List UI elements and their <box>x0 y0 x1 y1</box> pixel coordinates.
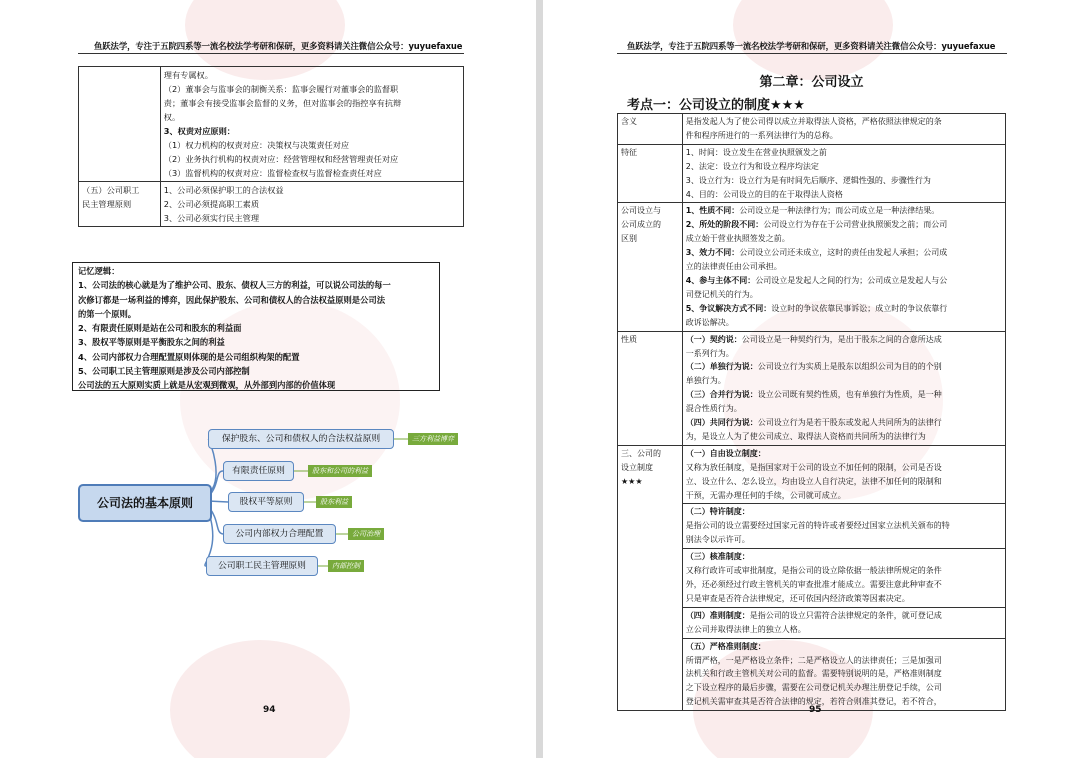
text-run: 登记机关需审查其是否符合法律的规定，若符合则准其登记，若不符合， <box>685 697 942 707</box>
row-content-cell <box>682 114 1005 145</box>
right-page <box>543 0 1080 758</box>
text-run: 为，是设立人为了使公司成立、取得法人资格而共同所为的法律行为 <box>685 431 926 441</box>
row-label: 公司成立的 <box>621 220 661 230</box>
content-line <box>686 489 1002 503</box>
content-line <box>686 160 1002 174</box>
text-run: 3、设立行为：设立行为是有时间先后顺序、逻辑性强的、步骤性行为 <box>685 175 931 185</box>
content-line <box>686 333 1002 347</box>
mindmap-branch-4: 公司内部权力合理配置 <box>223 524 336 544</box>
content-line <box>686 402 1002 416</box>
text-run: 一系列行为。 <box>685 348 734 358</box>
content-line: 理有专属权。 <box>163 70 213 80</box>
content-line <box>686 146 1002 160</box>
bold-text: 2、所处的阶段不同： <box>685 220 764 230</box>
content-line <box>686 640 1002 654</box>
mindmap-tag-1: 三方利益博弈 <box>408 433 458 445</box>
memory-logic-line: 的第一个原则。 <box>78 308 137 319</box>
text-run: 又称行政许可或审批制度，是指公司的设立除依据一般法律所规定的条件 <box>685 566 942 576</box>
bold-text: （四）共同行为说： <box>685 418 758 428</box>
content-line <box>686 564 1002 578</box>
mindmap-branch-3: 股权平等原则 <box>228 492 304 512</box>
chapter-title: 第二章：公司设立 <box>759 75 864 90</box>
content-line <box>686 681 1002 695</box>
content-line <box>686 174 1002 188</box>
content-line <box>686 374 1002 388</box>
row-content-cell <box>682 638 1005 711</box>
bold-text: （五）严格准则制度： <box>685 641 766 651</box>
table-row <box>618 144 1006 203</box>
table-row <box>618 114 1006 145</box>
row-content-cell <box>682 607 1005 638</box>
memory-logic-line: 1、公司法的核心就是为了维护公司、股东、债权人三方的利益，可以说公司法的每一 <box>78 280 391 291</box>
content-line <box>686 592 1002 606</box>
text-run: 单独行为。 <box>685 376 726 386</box>
row-label-cell <box>618 203 683 331</box>
text-run: 公司设立行为是若干股东或发起人共同所为的法律行 <box>757 418 942 428</box>
content-line: （3）监督机构的权责对应：监督检查权与监督检查责任对应 <box>163 168 382 178</box>
text-run: 是指发起人为了使公司得以成立并取得法人资格，严格依照法律规定的条 <box>685 117 942 126</box>
content-line: 权。 <box>163 112 181 122</box>
page-number: 95 <box>809 705 822 715</box>
table-row <box>618 203 1006 331</box>
row-content-cell <box>682 504 1005 549</box>
memory-logic-line: 公司法的五大原则实质上就是从宏观到微观，从外部到内部的价值体现 <box>78 380 336 391</box>
bold-text: （三）合并行为说： <box>685 390 758 400</box>
text-run: 设立公司既有契约性质，也有单独行为性质，是一种 <box>757 390 942 400</box>
content-line <box>686 246 1002 260</box>
mindmap-tag-4: 公司治理 <box>348 528 384 540</box>
content-line <box>686 316 1002 330</box>
content-line <box>686 188 1002 202</box>
content-line <box>686 430 1002 444</box>
page-header: 鱼跃法学，专注于五院四系等一流名校法学考研和保研，更多资料请关注微信公众号：yuyuefaxue <box>627 41 996 51</box>
bold-text: （一）契约说： <box>685 334 742 344</box>
bold-text: （一）自由设立制度： <box>685 448 766 458</box>
content-line: （1）权力机构的权责对应：决策权与决策责任对应 <box>163 140 350 150</box>
bold-text: 3、效力不同： <box>685 248 740 258</box>
mindmap-branch-5: 公司职工民主管理原则 <box>206 556 318 576</box>
mindmap-tag-2: 股东和公司的利益 <box>308 465 372 477</box>
text-run: 设立时的争议依靠民事诉讼；成立时的争议依靠行 <box>771 303 948 313</box>
content-line <box>686 461 1002 475</box>
row-label: （五）公司职工 <box>82 185 140 195</box>
row-content-cell <box>682 203 1005 331</box>
content-line <box>686 505 1002 519</box>
row-label: 设立制度 <box>621 462 653 472</box>
text-run: 公司设立是发起人之间的行为；公司成立是发起人与公 <box>755 275 948 285</box>
bold-text: （二）特许制度： <box>685 507 750 517</box>
bold-text: 5、争议解决方式不同： <box>685 303 772 313</box>
content-line <box>686 129 1002 143</box>
content-line <box>686 388 1002 402</box>
row-label-cell <box>618 445 683 710</box>
text-run: 公司设立行为存在于公司营业执照颁发之前；而公司 <box>763 220 948 230</box>
content-line: 3、公司必须实行民主管理 <box>163 213 260 223</box>
text-run: 立的法律责任由公司承担。 <box>685 262 782 272</box>
row-content-cell <box>682 445 1005 504</box>
row-label-cell <box>618 331 683 445</box>
content-line <box>686 533 1002 547</box>
bold-text: （四）准则制度： <box>685 610 750 620</box>
row-label: 区别 <box>621 234 637 244</box>
content-line <box>686 623 1002 637</box>
text-run: 别法令以示许可。 <box>685 535 750 545</box>
content-line: 3、权责对应原则： <box>163 126 235 136</box>
content-line <box>686 260 1002 274</box>
mindmap-tag-3: 股东利益 <box>316 496 352 508</box>
page-header: 鱼跃法学，专注于五院四系等一流名校法学考研和保研，更多资料请关注微信公众号：yuyuefaxue <box>94 41 463 51</box>
text-run: 立、设立什么、怎么设立，均由设立人自行决定，法律不加任何的限制和 <box>685 476 942 486</box>
text-run: 司登记机关的行为。 <box>685 289 758 299</box>
mindmap-branch-1: 保护股东、公司和债权人的合法权益原则 <box>208 429 394 449</box>
content-line <box>686 654 1002 668</box>
text-run: 立公司并取得法律上的独立人格。 <box>685 624 806 634</box>
content-line <box>686 416 1002 430</box>
row-content-cell <box>682 331 1005 445</box>
content-line <box>686 288 1002 302</box>
content-line <box>686 218 1002 232</box>
text-run: 公司设立公司还未成立，这时的责任由发起人承担；公司成 <box>739 248 948 258</box>
text-run: 是指公司的设立需要经过国家元首的特许或者要经过国家立法机关颁布的特 <box>685 521 950 531</box>
company-establishment-table <box>617 113 1006 711</box>
memory-logic-line: 5、公司职工民主管理原则是涉及公司内部控制 <box>78 366 250 377</box>
text-run: 成立始于营业执照签发之前。 <box>685 234 790 244</box>
text-run: 又称为放任制度，是指国家对于公司的设立不加任何的限制，公司是否设 <box>685 462 942 472</box>
text-run: 公司设立是一种契约行为，是出于股东之间的合意所达成 <box>741 334 942 344</box>
text-run: 政诉讼解决。 <box>685 317 734 327</box>
row-label: 性质 <box>621 334 637 344</box>
content-line <box>686 232 1002 246</box>
text-run: 公司设立行为实质上是股东以组织公司为目的的个别 <box>757 362 942 372</box>
text-run: 所谓严格，一是严格设立条件；二是严格设立人的法律责任；三是加强司 <box>685 655 942 665</box>
text-run: 外，还必须经过行政主管机关的审查批准才能成立。需要注意此种审查不 <box>685 580 942 589</box>
text-run: 之下设立程序的最后步骤，需要在公司登记机关办理注册登记手续，公司 <box>685 683 942 693</box>
mindmap <box>0 0 536 758</box>
content-line: （2）董事会与监事会的制衡关系：监事会履行对董事会的监督职 <box>163 84 399 94</box>
key-point-title: 考点一：公司设立的制度★★★ <box>627 98 805 113</box>
content-line <box>686 519 1002 533</box>
bold-text: 1、性质不同： <box>685 206 740 216</box>
content-line <box>686 274 1002 288</box>
bold-text: 4、参与主体不同： <box>685 275 756 285</box>
content-line <box>686 115 1002 129</box>
content-line <box>686 667 1002 681</box>
row-label: 三、公司的 <box>621 448 661 458</box>
mindmap-tag-5: 内部控制 <box>328 560 364 572</box>
content-line: 责；董事会有接受监事会监督的义务，但对监事会的指控享有抗辩 <box>163 98 402 108</box>
page-number: 94 <box>263 705 276 715</box>
text-run: 2、法定：设立行为和设立程序均法定 <box>685 161 819 171</box>
content-line: （2）业务执行机构的权责对应：经营管理权和经营管理责任对应 <box>163 154 399 164</box>
text-run: 是指公司的设立只需符合法律规定的条件，就可登记成 <box>749 610 942 620</box>
memory-logic-line: 次修订都是一场利益的博弈，因此保护股东、公司和债权人的合法权益原则是公司法 <box>78 294 385 305</box>
row-content-cell <box>682 144 1005 203</box>
row-label: ★★★ <box>621 476 643 486</box>
text-run: 只是审查是否符合法律规定，还可依国内经济政策等因素决定。 <box>685 593 910 603</box>
memory-logic-title: 记忆逻辑： <box>78 266 120 276</box>
text-run: 混合性质行为。 <box>685 404 742 414</box>
row-label: 民主管理原则 <box>82 199 132 209</box>
content-line <box>686 347 1002 361</box>
text-run: 4、目的：公司设立的目的在于取得法人资格 <box>685 189 843 199</box>
content-line <box>686 609 1002 623</box>
text-run: 干预，无需办理任何的手续，公司就可成立。 <box>685 490 846 500</box>
row-label: 公司设立与 <box>621 206 661 216</box>
text-run: 法机关和行政主管机关对公司的监督。需要特别说明的是，严格准则制度 <box>685 669 942 679</box>
content-line <box>686 447 1002 461</box>
mindmap-connectors <box>0 0 536 758</box>
bold-text: （二）单独行为说： <box>685 362 758 372</box>
table-row <box>618 331 1006 445</box>
content-line <box>686 550 1002 564</box>
row-label-cell <box>618 144 683 203</box>
header-rule <box>617 53 1007 54</box>
memory-logic-line: 2、有限责任原则是站在公司和股东的利益面 <box>78 323 242 334</box>
content-line <box>686 360 1002 374</box>
text-run: 公司设立是一种法律行为；而公司成立是一种法律结果。 <box>739 206 940 216</box>
row-label-cell <box>618 114 683 145</box>
content-line <box>686 204 1002 218</box>
text-run: 1、时间：设立发生在营业执照颁发之前 <box>685 147 827 157</box>
text-run: 件和程序所进行的一系列法律行为的总称。 <box>685 130 838 140</box>
memory-logic-line: 3、股权平等原则是平衡股东之间的利益 <box>78 337 225 348</box>
content-line: 2、公司必须提高职工素质 <box>163 199 260 209</box>
content-line <box>686 578 1002 592</box>
mindmap-branch-2: 有限责任原则 <box>223 461 294 481</box>
memory-logic-line: 4、公司内部权力合理配置原则体现的是公司组织构架的配置 <box>78 351 300 362</box>
table-row <box>618 445 1006 504</box>
row-label: 特征 <box>621 147 637 157</box>
row-label: 含义 <box>621 117 637 126</box>
mindmap-root: 公司法的基本原则 <box>78 484 212 522</box>
left-page <box>0 0 536 758</box>
row-content-cell <box>682 549 1005 608</box>
bold-text: （三）核准制度： <box>685 552 750 562</box>
content-line <box>686 302 1002 316</box>
content-line <box>686 695 1002 709</box>
content-line <box>686 475 1002 489</box>
content-line: 1、公司必须保护职工的合法权益 <box>163 185 284 195</box>
